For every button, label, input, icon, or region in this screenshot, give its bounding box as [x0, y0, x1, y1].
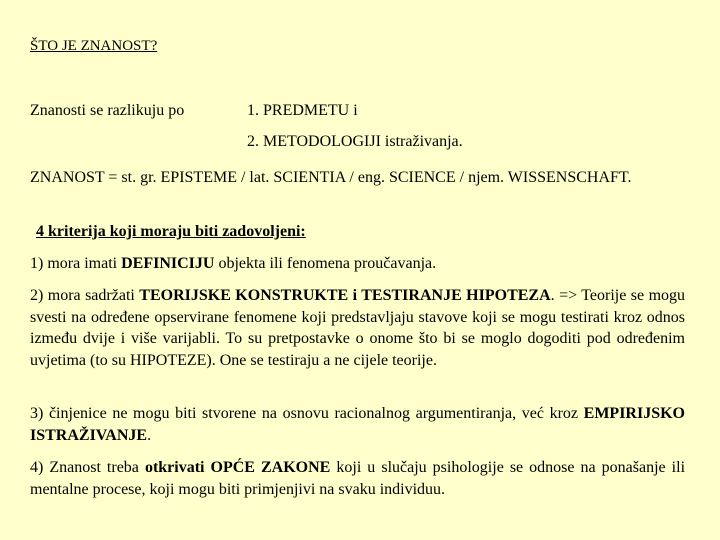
criterion-3-bold: EMPIRIJSKO ISTRAŽIVANJE	[30, 405, 685, 444]
criterion-2	[30, 285, 685, 371]
criterion-4-pre: 4) Znanost treba	[30, 459, 145, 476]
intro-item-methodology: 2. METODOLOGIJI istraživanja.	[247, 133, 463, 150]
criteria-heading-text: 4 kriterija koji moraju biti zadovoljeni:	[36, 223, 306, 240]
criterion-4	[30, 457, 685, 500]
criterion-1-post: objekta ili fenomena proučavanja.	[214, 255, 437, 272]
criterion-1-bold: DEFINICIJU	[121, 255, 215, 272]
criterion-2-post: . => Teorije se mogu svesti na određene opservirane fenomene koji predstavljaju stavove koji se mogu testirati kroz odnos između dvije i više varijabli. To su pretpostavke o onome što bi se moglo dogoditi pod određenim uvjetima (to su HIPOTEZE). One se testiraju a ne cijele teorije.	[30, 287, 686, 369]
criterion-1	[30, 253, 685, 275]
criterion-3-post: .	[147, 426, 152, 444]
criteria-heading	[36, 221, 306, 242]
definition-paragraph: ZNANOST = st. gr. EPISTEME / lat. SCIENTIA / eng. SCIENCE / njem. WISSENSCHAFT.	[30, 169, 632, 186]
criterion-2-bold: TEORIJSKE KONSTRUKTE i TESTIRANJE HIPOTEZA	[139, 287, 551, 304]
criterion-4-post: koji u slučaju psihologije se odnose na ponašanje ili mentalne procese, koji mogu biti primjenjivi na svaku individuu.	[30, 459, 686, 498]
intro-lead: Znanosti se razlikuju po	[30, 102, 185, 119]
criterion-3-pre: 3) činjenice ne mogu biti stvorene na osnovu racionalnog argumentiranja, već kroz	[30, 405, 584, 422]
intro-item-subject: 1. PREDMETU i	[247, 102, 358, 119]
criterion-1-pre: 1) mora imati	[30, 255, 122, 272]
page-title: ŠTO JE ZNANOST?	[30, 38, 158, 54]
criterion-3	[30, 403, 685, 446]
criterion-4-bold: otkrivati OPĆE ZAKONE	[144, 459, 331, 476]
criterion-2-pre: 2) mora sadržati	[30, 287, 140, 304]
